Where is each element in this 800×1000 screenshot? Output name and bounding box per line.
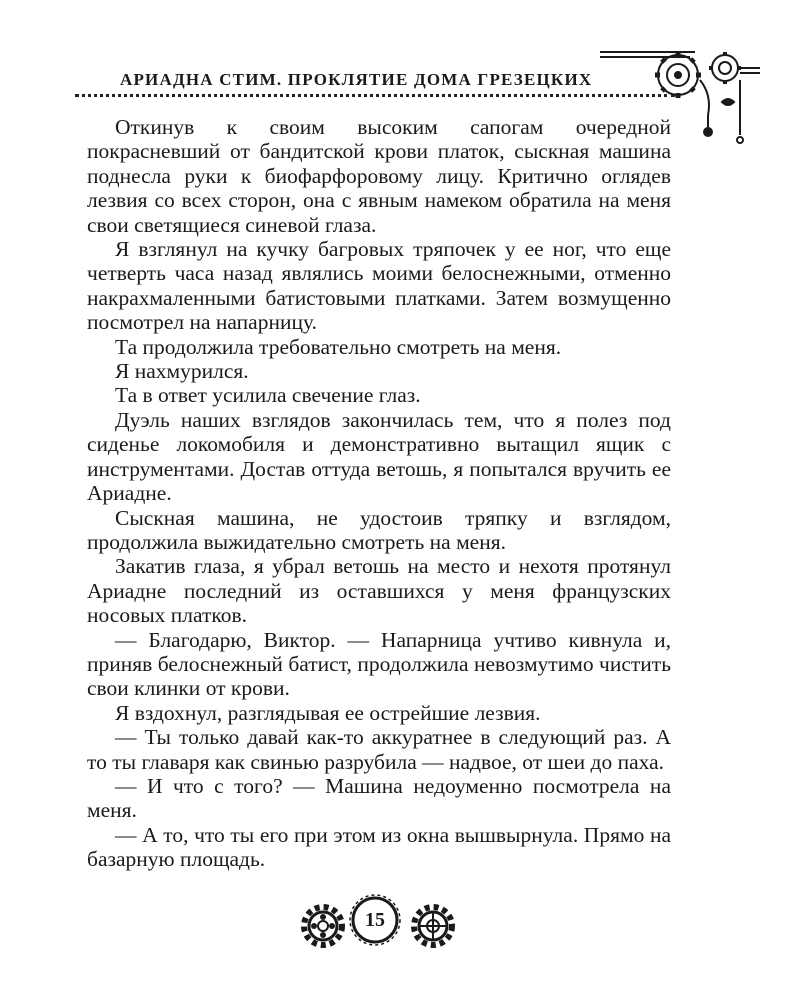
paragraph: Откинув к своим высоким сапогам очередной покрасневший от бандитской крови платок, сыскная машина поднесла руки к биофарфоровому лицу. Критично оглядев лезвия со всех сторон, она с явным намеком обратила на меня свои светящиеся синевой глаза. [87, 115, 671, 237]
paragraph: Сыскная машина, не удостоив тряпку и взглядом, продолжила выжидательно смотреть на меня. [87, 505, 671, 554]
paragraph: — Ты только давай как-то аккуратнее в следующий раз. А то ты главаря как свинью разрубила — надвое, от шеи до паха. [87, 725, 671, 774]
paragraph: Я нахмурился. [115, 359, 249, 384]
body-text [87, 115, 671, 872]
header-dotted-rule [75, 94, 675, 97]
paragraph: Дуэль наших взглядов закончилась тем, что я полез под сиденье локомобиля и демонстративно вытащил ящик с инструментами. Достав оттуда ветошь, я попытался вручить ее Ариадне. [87, 407, 671, 506]
paragraph: — Благодарю, Виктор. — Напарница учтиво кивнула и, приняв белоснежный батист, продолжила невозмутимо чистить свои клинки от крови. [87, 627, 671, 701]
paragraph: Та продолжила требовательно смотреть на меня. [115, 334, 562, 359]
paragraph: Я взглянул на кучку багровых тряпочек у ее ног, что еще четверть часа назад являлись моими белоснежными, отменно накрахмаленными батистовыми платками. Затем возмущенно посмотрел на напарницу. [87, 237, 671, 335]
paragraph: Та в ответ усилила свечение глаз. [115, 383, 421, 408]
paragraph: Я вздохнул, разглядывая ее острейшие лезвия. [115, 700, 541, 725]
paragraph: — И что с того? — Машина недоуменно посмотрела на меня. [87, 773, 671, 823]
page-number: 15 [365, 909, 385, 931]
running-head: АРИАДНА СТИМ. ПРОКЛЯТИЕ ДОМА ГРЕЗЕЦКИХ [120, 70, 593, 89]
paragraph: — А то, что ты его при этом из окна вышвырнула. Прямо на базарную площадь. [87, 822, 671, 872]
paragraph: Закатив глаза, я убрал ветошь на место и нехотя протянул Ариадне последний из оставшихся у меня французских носовых платков. [87, 554, 671, 628]
